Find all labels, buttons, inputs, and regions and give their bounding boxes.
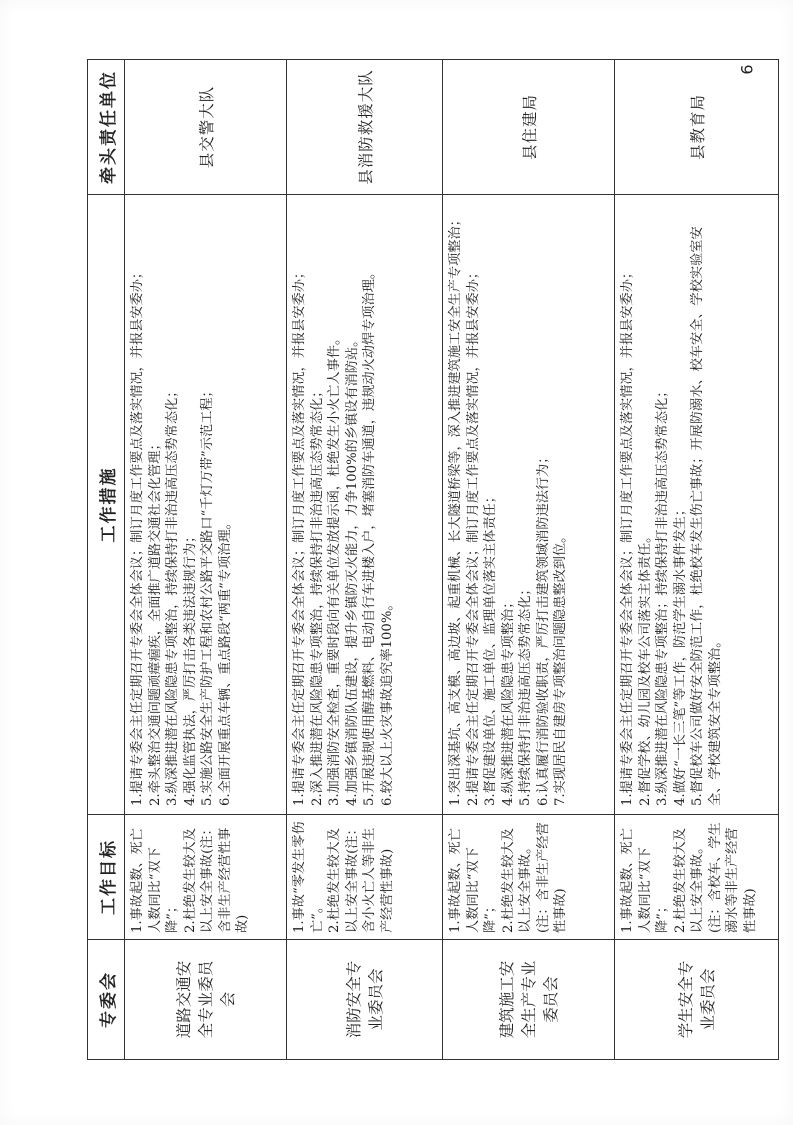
table-header-row [88, 60, 125, 1060]
measures-cell [125, 195, 287, 815]
measure-item: 1.提请专委会主任定期召开专委会全体会议；制订月度工作要点及落实情况，并报县安委办； [292, 265, 307, 806]
header-measures: 工作措施 [88, 195, 125, 815]
unit-cell: 县交警大队 [125, 60, 287, 195]
measure-item: 1.提请专委会主任定期召开专委会全体会议；制订月度工作要点及落实情况，并报县安委办； [620, 265, 635, 806]
goals-cell [287, 815, 443, 940]
measure-item: 4.强化监管执法，严厉打击各类违法违规行为； [182, 529, 198, 806]
goal-item: 1.事故起数、死亡人数同比“双下降”； [130, 828, 180, 933]
table-row [443, 60, 615, 1060]
measure-item: 1.提请专委会主任定期召开专委会全体会议；制订月度工作要点及落实情况，并报县安委办； [130, 265, 145, 806]
measure-item: 3.纵深推进潜在风险隐患专项整治；持续保持打非治违高压态势常态化； [655, 384, 670, 806]
responsibility-table [87, 59, 779, 1060]
measure-item: 5.督促校车公司做好安全防范工作，杜绝校车发生伤亡事故；开展防溺水、校车安全、学校实验室安全、学校建筑安全专项整治。 [690, 226, 723, 806]
measure-item: 2.深入推进潜在风险隐患专项整治，持续保持打非治违高压态势常态化； [309, 384, 325, 806]
goals-cell [443, 815, 615, 940]
header-goals: 工作目标 [88, 815, 125, 940]
page-number: 6 [737, 64, 757, 75]
committee-cell: 学生安全专业委员会 [615, 940, 779, 1060]
measure-item: 3.加强消防安全检查，重要时段向有关单位发放提示函，杜绝发生小火亡人事件。 [327, 331, 342, 806]
measure-item: 5.实施公路安全生产防护工程和农村公路平交路口“千灯万带”示范工程； [200, 384, 215, 806]
committee-cell: 建筑施工安全生产专业委员会 [443, 940, 615, 1060]
goals-cell [615, 815, 779, 940]
measures-cell [615, 195, 779, 815]
table-body [125, 60, 779, 1060]
measure-item: 6.较大以上火灾事故追究率100%。 [379, 597, 395, 806]
measure-item: 6.全面开展重点车辆、重点路段“两重”专项治理。 [217, 516, 233, 806]
measures-cell [287, 195, 443, 815]
measure-item: 4.纵深推进潜在风险隐患专项整治； [500, 595, 516, 806]
committee-cell: 道路交通安全专业委员会 [125, 940, 287, 1060]
measure-item: 5.开展违规使用醇基燃料、电动自行车进楼入户，堵塞消防车通道，违规动火动焊专项治理。 [362, 265, 377, 806]
measure-item: 4.做好“一长三笔”等工作，防范学生溺水事件发生； [672, 502, 688, 806]
header-unit: 牵头责任单位 [88, 60, 125, 195]
header-committee: 专委会 [88, 940, 125, 1060]
measure-item: 4.加强乡镇消防队伍建设，提升乡镇防灭火能力，力争100%的乡镇设有消防站。 [344, 333, 360, 806]
goal-item: 2.杜绝发生较大及以上安全事故(注：含非生产经营性事故) [182, 822, 250, 933]
measures-cell [443, 195, 615, 815]
goal-item: 2.杜绝发生较大及以上安全事故。(注：含校车、学生溺水等非生产经营性事故) [672, 822, 758, 933]
measure-item: 2.督促学校、幼儿园及校车公司落实主体责任。 [637, 529, 653, 806]
responsibility-table-sheet [87, 60, 777, 1060]
goal-item: 1.事故起数、死亡人数同比“双下降”； [448, 828, 498, 933]
table-row [125, 60, 287, 1060]
goals-cell [125, 815, 287, 940]
goal-item: 1.事故起数、死亡人数同比“双下降”； [620, 828, 670, 933]
measure-item: 7.实现居民自建房专项整治问题隐患整改到位。 [553, 529, 568, 806]
goal-item: 2.杜绝发生较大及以上安全事故。(注：含非生产经营性事故) [500, 822, 568, 933]
goal-item: 1.事故“零发生零伤亡”。 [292, 821, 325, 933]
unit-cell: 县消防救援大队 [287, 60, 443, 195]
unit-cell: 县教育局 [615, 60, 779, 195]
measure-item: 3.督促建设单位、施工单位、监理单位落实主体责任； [483, 490, 498, 806]
measure-item: 1.突出深基坑、高支模、高边坡、起重机械、长大隧道桥梁等，深入推进建筑施工安全生产专项整治； [448, 213, 463, 806]
measure-item: 2.提请专委会主任定期召开专委会全体会议；制订月度工作要点及落实情况，并报县安委办； [465, 265, 481, 806]
measure-item: 6.认真履行消防验收职责，严厉打击建筑领域消防违法行为； [535, 450, 551, 806]
table-row [287, 60, 443, 1060]
measure-item: 2.牵头整治交通问题顽瘴痼疾，全面推广道路交通社会化管理； [147, 437, 163, 806]
measure-item: 5.持续保持打非治违高压态势常态化； [518, 582, 533, 806]
measure-item: 3.纵深推进潜在风险隐患专项整治，持续保持打非治违高压态势常态化； [165, 384, 180, 806]
committee-cell: 消防安全专业委员会 [287, 940, 443, 1060]
goal-item: 2.杜绝发生较大及以上安全事故(注：含小火亡人等非生产经营性事故) [327, 822, 395, 933]
table-row [615, 60, 779, 1060]
unit-cell: 县住建局 [443, 60, 615, 195]
